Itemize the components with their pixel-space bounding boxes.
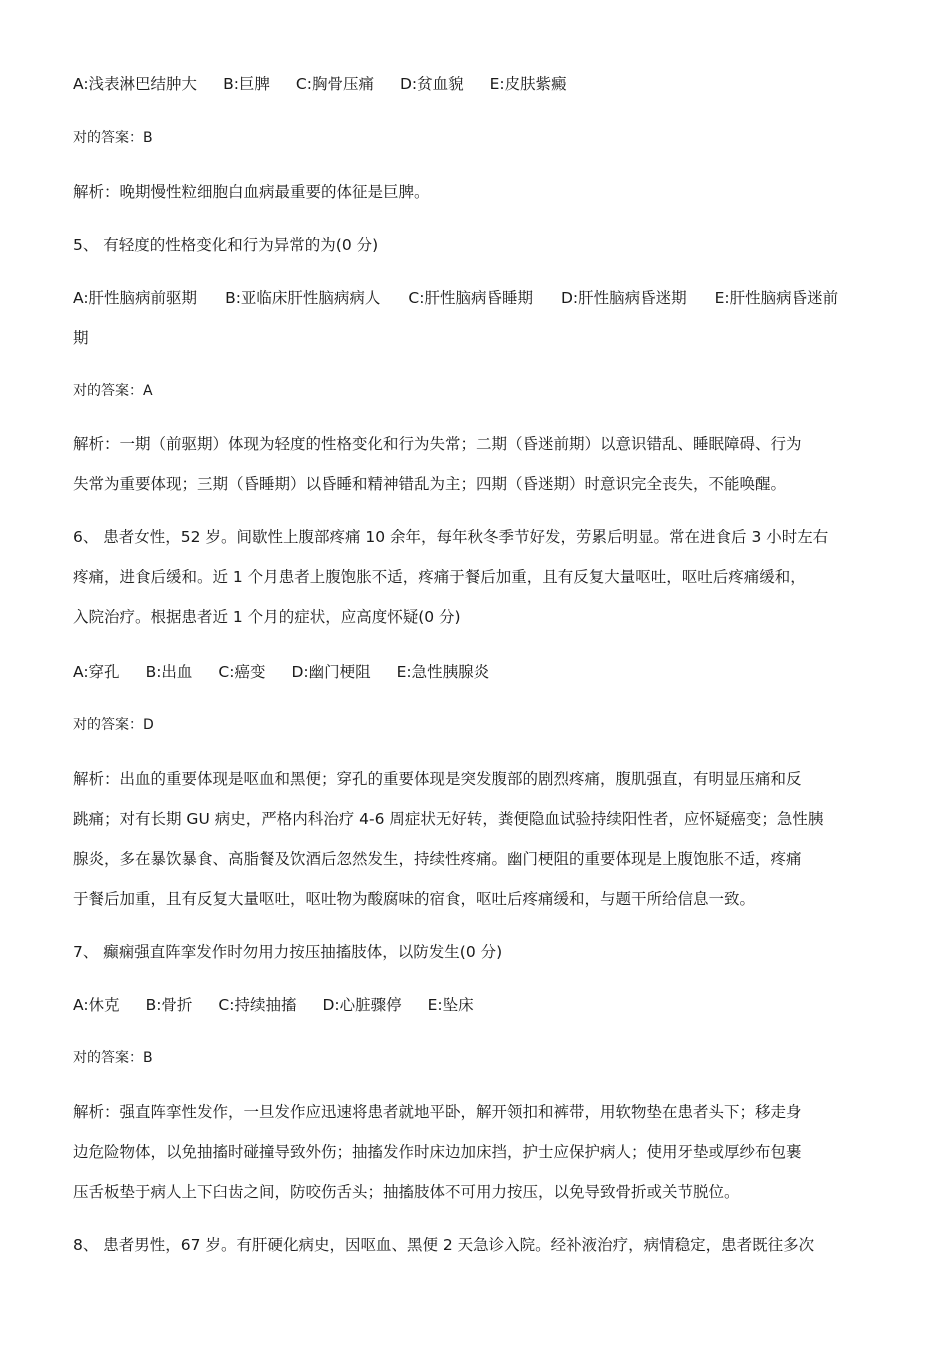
option-item: E:坠床: [427, 996, 474, 1014]
correct-answer: 对的答案：D: [73, 717, 154, 733]
answer-options: [73, 993, 875, 1015]
question-stem: 5、 有轻度的性格变化和行为异常的为(0 分): [73, 236, 379, 254]
text-line: 跳痛；对有长期 GU 病史，严格内科治疗 4-6 周症状无好转，粪便隐血试验持续阳性者，应怀疑癌变；急性胰: [73, 810, 824, 828]
text-line: 腺炎，多在暴饮暴食、高脂餐及饮酒后忽然发生，持续性疼痛。幽门梗阻的重要体现是上腹饱胀不适，疼痛: [73, 850, 802, 868]
correct-answer: 对的答案：A: [73, 383, 153, 399]
option-item: E:急性胰腺炎: [396, 663, 490, 681]
option-item: C:肝性脑病昏睡期: [408, 289, 533, 307]
option-item: B:出血: [145, 663, 193, 681]
question-stem: 6、 患者女性，52 岁。间歇性上腹部疼痛 10 余年，每年秋冬季节好发，劳累后明显。常在进食后 3 小时左右: [73, 528, 829, 546]
explanation-line: 解析：出血的重要体现是呕血和黑便；穿孔的重要体现是突发腹部的剧烈疼痛，腹肌强直，有明显压痛和反: [73, 770, 802, 788]
text-line: 失常为重要体现；三期（昏睡期）以昏睡和精神错乱为主；四期（昏迷期）时意识完全丧失，不能唤醒。: [73, 475, 787, 493]
text-line: 压舌板垫于病人上下臼齿之间，防咬伤舌头；抽搐肢体不可用力按压，以免导致骨折或关节脱位。: [73, 1183, 740, 1201]
correct-answer: 对的答案：B: [73, 1050, 153, 1066]
option-item: E:肝性脑病昏迷前: [714, 289, 839, 307]
option-item: D:心脏骤停: [322, 996, 402, 1014]
option-item: C:癌变: [218, 663, 266, 681]
option-item: D:贫血貌: [399, 75, 464, 93]
text-line: 期: [73, 329, 89, 347]
option-item: B:巨脾: [223, 75, 270, 93]
explanation-line: 解析：强直阵挛性发作，一旦发作应迅速将患者就地平卧，解开领扣和裤带，用软物垫在患者头下；移走身: [73, 1103, 802, 1121]
option-item: C:持续抽搐: [218, 996, 297, 1014]
option-item: A:休克: [73, 996, 120, 1014]
text-line: 边危险物体，以免抽搐时碰撞导致外伤；抽搐发作时床边加床挡，护士应保护病人；使用牙垫或厚纱布包裹: [73, 1143, 802, 1161]
answer-options: [73, 660, 875, 682]
option-item: C:胸骨压痛: [295, 75, 374, 93]
option-item: D:幽门梗阻: [291, 663, 371, 681]
option-item: D:肝性脑病昏迷期: [560, 289, 687, 307]
text-line: 入院治疗。根据患者近 1 个月的症状，应高度怀疑(0 分): [73, 608, 461, 626]
option-item: A:穿孔: [73, 663, 120, 681]
explanation-line: 解析：晚期慢性粒细胞白血病最重要的体征是巨脾。: [73, 183, 430, 201]
text-line: 于餐后加重，且有反复大量呕吐，呕吐物为酸腐味的宿食，呕吐后疼痛缓和，与题干所给信息一致。: [73, 890, 756, 908]
option-item: B:亚临床肝性脑病病人: [225, 289, 381, 307]
answer-options: [73, 72, 875, 94]
option-item: B:骨折: [145, 996, 193, 1014]
option-item: A:肝性脑病前驱期: [73, 289, 198, 307]
option-item: E:皮肤紫癜: [489, 75, 567, 93]
question-stem: 8、 患者男性，67 岁。有肝硬化病史，因呕血、黑便 2 天急诊入院。经补液治疗，病情稳定，患者既往多次: [73, 1236, 815, 1254]
question-stem: 7、 癫痫强直阵挛发作时勿用力按压抽搐肢体，以防发生(0 分): [73, 943, 503, 961]
option-item: A:浅表淋巴结肿大: [73, 75, 198, 93]
answer-options: [73, 286, 875, 308]
explanation-line: 解析：一期（前驱期）体现为轻度的性格变化和行为失常；二期（昏迷前期）以意识错乱、睡眠障碍、行为: [73, 435, 802, 453]
text-line: 疼痛，进食后缓和。近 1 个月患者上腹饱胀不适，疼痛于餐后加重，且有反复大量呕吐，呕吐后疼痛缓和，: [73, 568, 806, 586]
correct-answer: 对的答案：B: [73, 130, 153, 146]
